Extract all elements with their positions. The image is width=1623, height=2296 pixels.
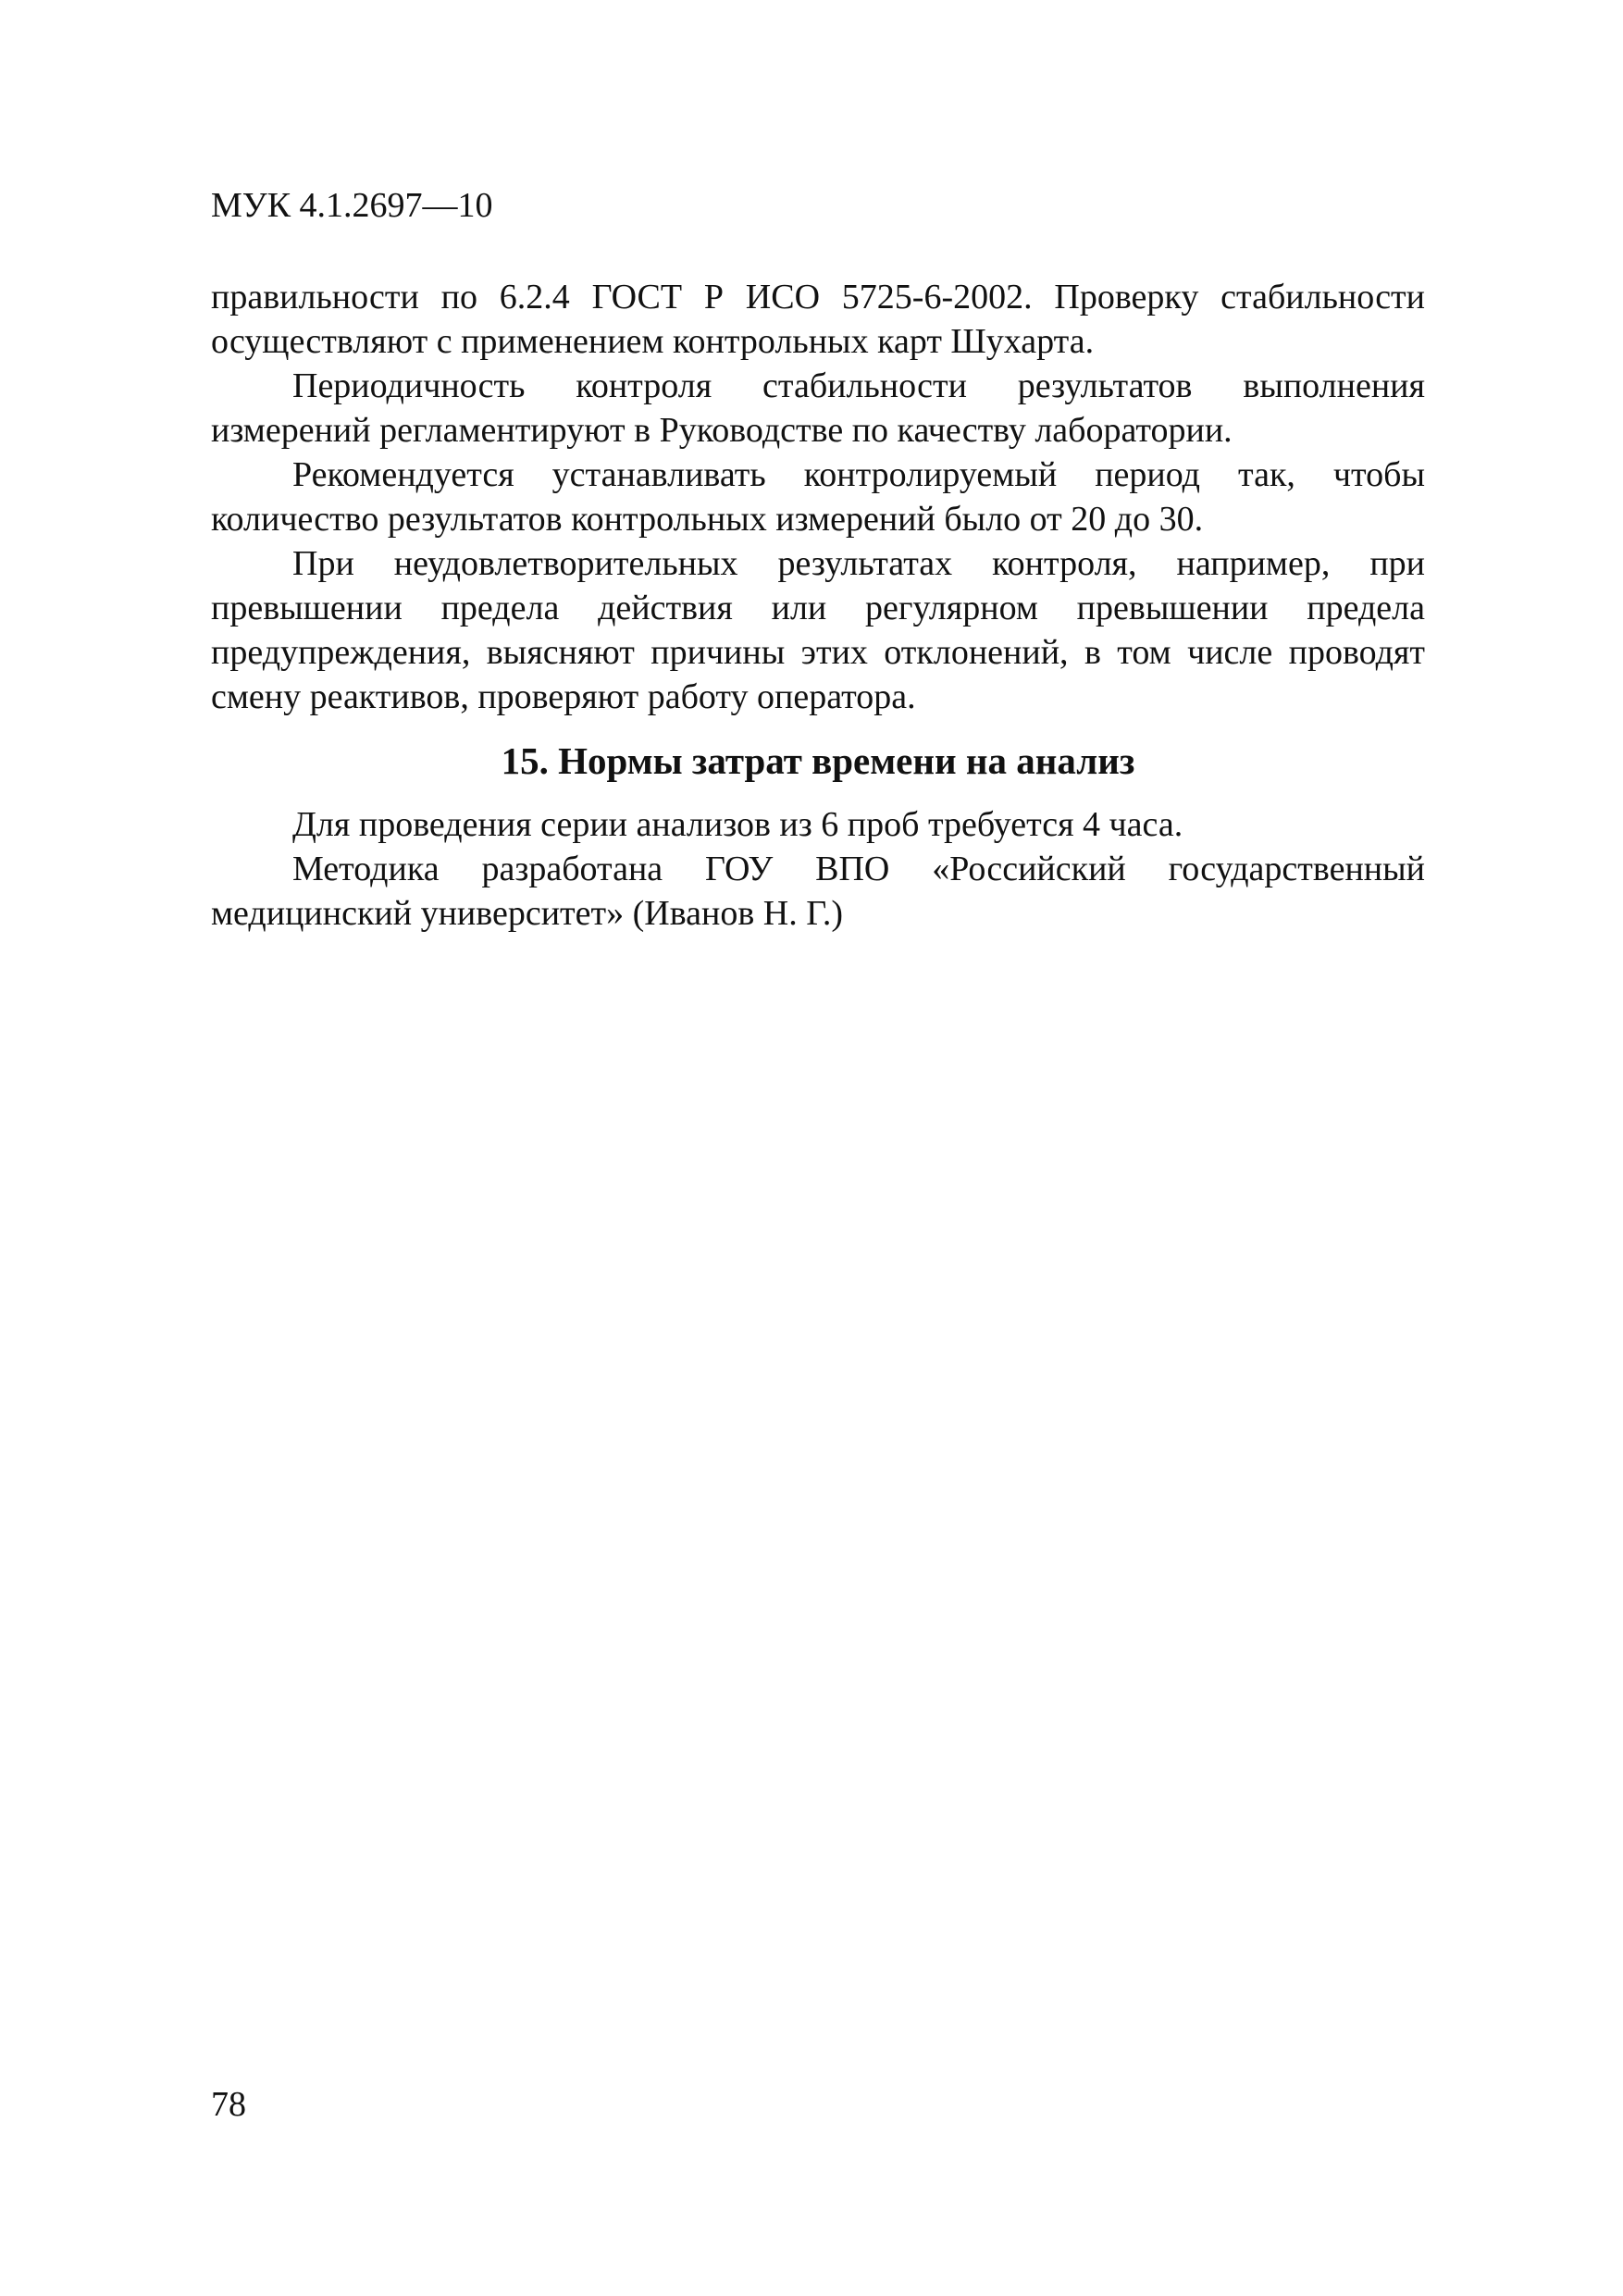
document-body [211,275,1425,936]
section-heading: 15. Нормы затрат времени на анализ [501,739,1135,782]
paragraph-continuation: правильности по 6.2.4 ГОСТ Р ИСО 5725-6-2002. Проверку стабильности осуществляют с применением контрольных карт Шухарта. [211,278,1425,361]
paragraph-control-period: Рекомендуется устанавливать контролируемый период так, чтобы количество результатов контрольных измерений было от 20 до 30. [211,455,1425,539]
document-code-header: МУК 4.1.2697—10 [211,186,493,225]
paragraph-periodicity: Периодичность контроля стабильности результатов выполнения измерений регламентируют в Руководстве по качеству лаборатории. [211,366,1425,450]
paragraph-method-author: Методика разработана ГОУ ВПО «Российский государственный медицинский университет» (Иванов Н. Г.) [211,850,1425,933]
paragraph-time-norms: Для проведения серии анализов из 6 проб требуется 4 часа. [292,805,1183,844]
page-number: 78 [211,2085,246,2124]
paragraph-unsatisfactory-results: При неудовлетворительных результатах контроля, например, при превышении предела действия или регулярном превышении предела предупреждения, выясняют причины этих отклонений, в том числе проводят смену реактивов, проверяют работу оператора. [211,544,1425,716]
